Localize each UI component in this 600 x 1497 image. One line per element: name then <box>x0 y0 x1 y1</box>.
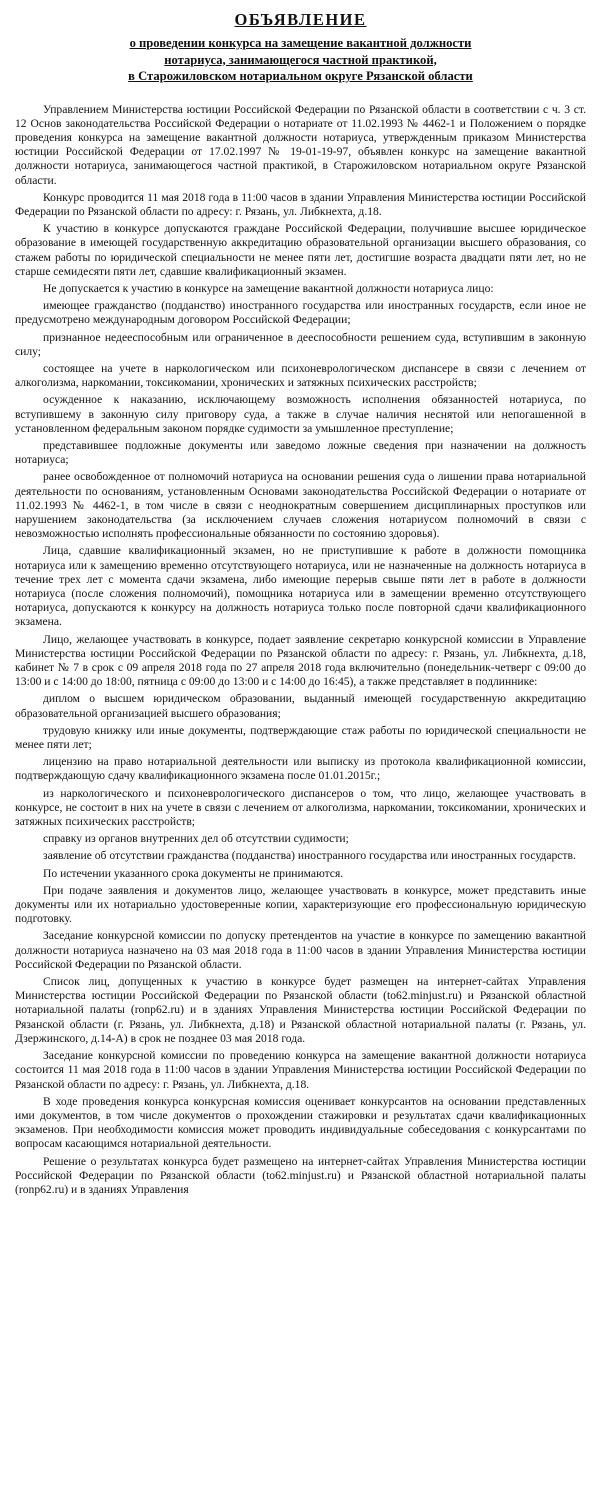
list-item: лицензию на право нотариальной деятельности или выписку из протокола квалификационной комиссии, подтверждающую сдачу квалификационного экзамена после 01.01.2015г.; <box>15 755 586 783</box>
list-item: заявление об отсутствии гражданства (подданства) иностранного государства или иностранных государств. <box>43 849 576 863</box>
list-item: имеющее гражданство (подданство) иностранного государства или иностранных государств, если иное не предусмотрено международным договором Российской Федерации; <box>15 299 586 327</box>
paragraph: Решение о результатах конкурса будет размещено на интернет-сайтах Управления Министерства юстиции Российской Федерации по Рязанской области (to62.minjust.ru) и Рязанской областной нотариальной палаты (ronp62.ru) и в зданиях Управления <box>15 1154 586 1196</box>
list-item: признанное недееспособным или ограниченное в дееспособности решением суда, вступившим в законную силу; <box>15 330 586 358</box>
paragraph: По истечении указанного срока документы не принимаются. <box>43 866 344 880</box>
list-item: осужденное к наказанию, исключающему возможность исполнения обязанностей нотариуса, по вступившему в законную силу приговору суда, а также в случае наличия неснятой или непогашенной в установленном федеральным законом порядке судимости за умышленное преступление; <box>15 393 586 435</box>
subtitle-line: о проведении конкурса на замещение вакантной должности <box>129 36 472 50</box>
subtitle-line: нотариуса, занимающегося частной практикой, <box>164 52 437 67</box>
paragraph: При подаче заявления и документов лицо, желающее участвовать в конкурсе, может представить иные документы или их нотариально удостоверенные копии, характеризующие его профессиональную юридическую подготовку. <box>15 883 586 926</box>
paragraph: Заседание конкурсной комиссии по проведению конкурса на замещение вакантной должности нотариуса состоится 11 мая 2018 года в 11:00 часов в здании Управления Министерства юстиции Российской Федерации по Рязанской области по адресу: г. Рязань, ул. Либкнехта, д.18. <box>15 1049 586 1091</box>
document-subtitle <box>15 35 586 85</box>
paragraph: Заседание конкурсной комиссии по допуску претендентов на участие в конкурсе по замещению вакантной должности нотариуса назначено на 03 мая 2018 года в 11:00 часов в здании Управления Министерства юстиции Российской Федерации по Рязанской области. <box>15 929 586 971</box>
paragraph: Лица, сдавшие квалификационный экзамен, но не приступившие к работе в должности помощника нотариуса или к замещению временно отсутствующего нотариуса, или не назначенные на должность нотариуса в течение трех лет с момента сдачи экзамена, либо имеющие перерыв свыше пяти лет в работе в должности нотариуса (после сложения полномочий), помощника нотариуса или в замещении временно отсутствующего нотариуса, допускаются к конкурсу на должность нотариуса только после повторной сдачи квалификационного экзамена. <box>15 544 586 629</box>
document-body <box>15 103 586 1198</box>
list-item: ранее освобожденное от полномочий нотариуса на основании решения суда о лишении права нотариальной деятельности по основаниям, установленным Основами законодательства Российской Федерации о нотариате от 11.02.1993 № 4462-1, в том числе в связи с неоднократным совершением дисциплинарных проступков или нарушением законодательства (за исключением случаев сложения нотариусом полномочий в связи с невозможностью исполнять профессиональные обязанности по состоянию здоровья). <box>15 470 586 541</box>
list-item: из наркологического и психоневрологического диспансеров о том, что лицо, желающее участвовать в конкурсе, не состоит в них на учете в связи с лечением от алкоголизма, наркомании, токсикомании, хронических и затяжных психических расстройств; <box>15 786 586 829</box>
list-item: состоящее на учете в наркологическом или психоневрологическом диспансере в связи с лечением от алкоголизма, наркомании, токсикомании, хронических и затяжных психических расстройств; <box>15 361 586 390</box>
paragraph: К участию в конкурсе допускаются граждане Российской Федерации, получившие высшее юридическое образование в имеющей государственную аккредитацию образовательной организации высшего образования, со стажем работы по юридической специальности не менее пяти лет, достигшие возраста двадцати пяти лет, но не старше семидесяти пяти лет, сдавшие квалификационный экзамен. <box>15 222 586 278</box>
paragraph: В ходе проведения конкурса конкурсная комиссия оценивает конкурсантов на основании представленных ими документов, в том числе документов о прохождении стажировки и результатах сдачи квалификационных экзаменов. При необходимости комиссия может проводить индивидуальные собеседования с конкурсантами по вопросам касающимся нотариальной деятельности. <box>15 1094 586 1151</box>
paragraph: Лицо, желающее участвовать в конкурсе, подает заявление секретарю конкурсной комиссии в Управление Министерства юстиции Российской Федерации по Рязанской области по адресу: г. Рязань, ул. Либкнехта, д.18, кабинет № 7 в срок с 09 апреля 2018 года по 27 апреля 2018 года включительно (понедельник-четверг с 09:00 до 13:00 и с 14:00 до 18:00, пятница с 09:00 до 13:00 и с 14:00 до 16:45), а также представляет в подлиннике: <box>15 632 586 689</box>
paragraph: Не допускается к участию в конкурсе на замещение вакантной должности нотариуса лицо: <box>43 281 494 295</box>
document-title: ОБЪЯВЛЕНИЕ <box>234 10 367 29</box>
list-item: трудовую книжку или иные документы, подтверждающие стаж работы по юридической специальности не менее пяти лет; <box>15 723 586 752</box>
paragraph: Конкурс проводится 11 мая 2018 года в 11:00 часов в здании Управления Министерства юстиции Российской Федерации по Рязанской области по адресу: г. Рязань, ул. Либкнехта, д.18. <box>15 190 586 218</box>
paragraph: Список лиц, допущенных к участию в конкурсе будет размещен на интернет-сайтах Управления Министерства юстиции Российской Федерации по Рязанской области (to62.minjust.ru) и Рязанской областной нотариальной палаты (ronp62.ru) и в зданиях Управления Министерства юстиции Российской Федерации по Рязанской области (г. Рязань, ул. Либкнехта, д.18) и Рязанской областной нотариальной палаты (г. Рязань, ул. Дзержинского, д.14-А) в срок не позднее 03 мая 2018 года. <box>15 975 586 1045</box>
subtitle-line: в Старожиловском нотариальном округе Рязанской области <box>128 69 473 83</box>
list-item: диплом о высшем юридическом образовании, выданный имеющей государственную аккредитацию образовательной организацией высшего образования; <box>15 692 586 720</box>
paragraph: Управлением Министерства юстиции Российской Федерации по Рязанской области в соответствии с ч. 3 ст. 12 Основ законодательства Российской Федерации о нотариате от 11.02.1993 № 4462-1 и Положением о порядке проведения конкурса на замещение вакантной должности нотариуса, утвержденным приказом Министерства юстиции Российской Федерации от 17.02.1997 № 19-01-19-97, объявлен конкурс на замещение вакантной должности нотариуса, занимающегося частной практикой, в Старожиловском нотариальном округе Рязанской области. <box>15 102 586 187</box>
list-item: представившее подложные документы или заведомо ложные сведения при назначении на должность нотариуса; <box>15 438 586 467</box>
list-item: справку из органов внутренних дел об отсутствии судимости; <box>43 832 349 846</box>
